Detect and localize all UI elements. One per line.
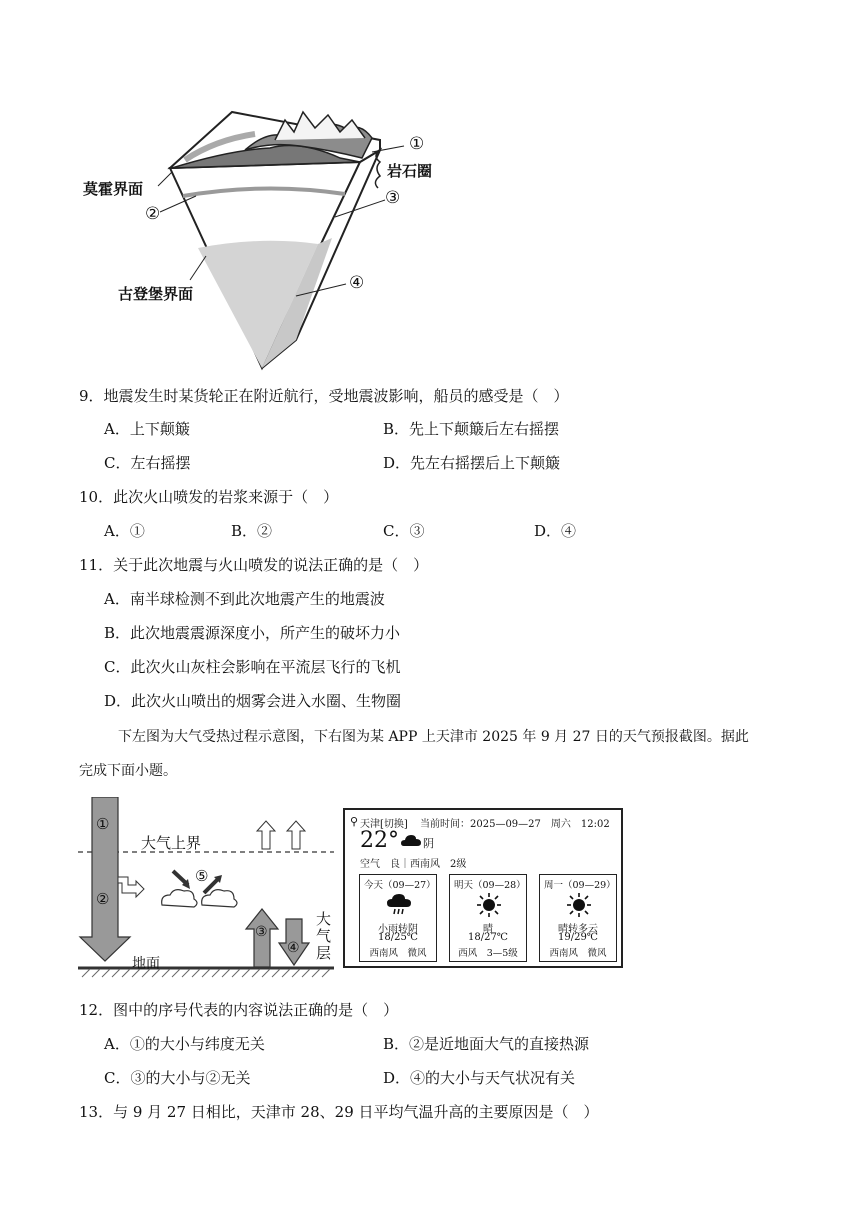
outgoing-arrow-1 bbox=[257, 821, 275, 849]
fig2-mark-1: ① bbox=[96, 815, 110, 833]
q12-stem: 12．图中的序号代表的内容说法正确的是（ ） bbox=[79, 1001, 399, 1019]
cloud-icon-left bbox=[162, 890, 197, 907]
atmosphere-top-label: 大气上界 bbox=[141, 834, 202, 852]
q9-option-a[interactable]: A．上下颠簸 bbox=[104, 420, 190, 438]
reflection-arrow bbox=[118, 877, 144, 897]
q10-option-d[interactable]: D．④ bbox=[534, 522, 577, 540]
q11-option-d[interactable]: D．此次火山喷出的烟雾会进入水圈、生物圈 bbox=[104, 692, 402, 710]
leader-moho bbox=[158, 172, 172, 186]
forecast-temp: 18/25℃ bbox=[377, 932, 418, 943]
q11-stem: 11．关于此次地震与火山喷发的说法正确的是（ ） bbox=[79, 556, 429, 574]
intro-line-2: 完成下面小题。 bbox=[79, 763, 177, 779]
fig2-mark-3: ③ bbox=[255, 924, 268, 940]
weather-panel bbox=[343, 808, 623, 968]
forecast-desc: 小雨转阴 bbox=[378, 924, 418, 935]
mark-2: ② bbox=[145, 204, 161, 224]
sun-icon bbox=[567, 893, 591, 920]
q12-option-a[interactable]: A．①的大小与纬度无关 bbox=[104, 1035, 265, 1053]
forecast-temp: 18/27℃ bbox=[467, 932, 508, 943]
q9-option-b[interactable]: B．先上下颠簸后左右摇摆 bbox=[383, 420, 560, 438]
forecast-card-monday[interactable] bbox=[539, 874, 617, 962]
mark-1: ① bbox=[409, 134, 425, 154]
forecast-title: 今天（09—27） bbox=[364, 880, 436, 891]
mountains-icon bbox=[275, 112, 365, 140]
q10-option-b[interactable]: B．② bbox=[231, 522, 273, 540]
q12-option-d[interactable]: D．④的大小与天气状况有关 bbox=[383, 1069, 576, 1087]
fig2-mark-4: ④ bbox=[287, 940, 300, 956]
forecast-wind: 西南风 微风 bbox=[549, 948, 607, 959]
q13-stem: 13．与 9 月 27 日相比，天津市 28、29 日平均气温升高的主要原因是（ ） bbox=[79, 1103, 599, 1121]
mark-4: ④ bbox=[349, 273, 365, 293]
forecast-card-tomorrow[interactable] bbox=[449, 874, 527, 962]
outgoing-arrow-2 bbox=[287, 821, 305, 849]
moho-label: 莫霍界面 bbox=[83, 180, 144, 198]
forecast-card-today[interactable] bbox=[359, 874, 437, 962]
lithosphere-label: 岩石圈 bbox=[387, 162, 433, 180]
q9-stem: 9．地震发生时某货轮正在附近航行，受地震波影响，船员的感受是（ ） bbox=[79, 387, 569, 405]
mark-3: ③ bbox=[385, 188, 401, 208]
ground-hatching bbox=[82, 969, 330, 977]
forecast-wind: 西风 3—5级 bbox=[458, 948, 518, 959]
current-condition: 阴 bbox=[423, 837, 434, 850]
intro-line-1: 下左图为大气受热过程示意图，下右图为某 APP 上天津市 2025 年 9 月 27 日的天气预报截图。据此 bbox=[118, 729, 749, 745]
atmosphere-layer-label: 大 气 层 bbox=[316, 910, 332, 962]
forecast-title: 明天（09—28） bbox=[454, 880, 526, 891]
q11-option-c[interactable]: C．此次火山灰柱会影响在平流层飞行的飞机 bbox=[104, 658, 401, 676]
q11-option-a[interactable]: A．南半球检测不到此次地震产生的地震波 bbox=[104, 590, 385, 608]
current-temperature: 22° bbox=[360, 828, 399, 853]
rain-cloud-icon bbox=[387, 893, 411, 920]
sun-icon bbox=[477, 893, 501, 920]
ground-label: 地面 bbox=[132, 956, 160, 972]
forecast-desc: 晴 bbox=[483, 924, 493, 935]
q10-option-c[interactable]: C．③ bbox=[383, 522, 425, 540]
fig2-mark-2: ② bbox=[96, 890, 110, 908]
forecast-desc: 晴转多云 bbox=[558, 924, 598, 935]
q10-option-a[interactable]: A．① bbox=[104, 522, 145, 540]
q12-option-c[interactable]: C．③的大小与②无关 bbox=[104, 1069, 251, 1087]
q12-option-b[interactable]: B．②是近地面大气的直接热源 bbox=[383, 1035, 590, 1053]
forecast-wind: 西南风 微风 bbox=[369, 948, 427, 959]
forecast-temp: 19/29℃ bbox=[557, 932, 598, 943]
current-time: 当前时间：2025—09—27 周六 12:02 bbox=[420, 819, 610, 830]
q9-option-c[interactable]: C．左右摇摆 bbox=[104, 454, 191, 472]
cloud-icon bbox=[401, 833, 421, 850]
forecast-title: 周一（09—29） bbox=[544, 880, 616, 891]
location-switch[interactable]: 天津[切换] bbox=[360, 819, 408, 830]
location-pin-icon: ⚲ bbox=[350, 815, 359, 828]
air-quality-line: 空气 良｜西南风 2级 bbox=[360, 859, 467, 870]
fig2-mark-5: ⑤ bbox=[195, 867, 209, 885]
leader-gutenberg bbox=[190, 256, 206, 280]
gutenberg-label: 古登堡界面 bbox=[118, 285, 194, 303]
q10-stem: 10．此次火山喷发的岩浆来源于（ ） bbox=[79, 488, 339, 506]
q9-option-d[interactable]: D．先左右摇摆后上下颠簸 bbox=[383, 454, 561, 472]
q11-option-b[interactable]: B．此次地震震源深度小，所产生的破坏力小 bbox=[104, 624, 401, 642]
